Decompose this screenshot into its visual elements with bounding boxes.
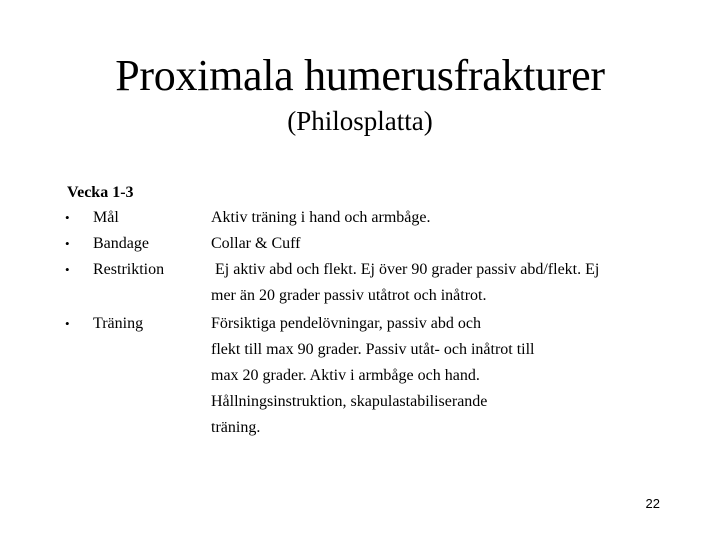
section-heading: Vecka 1-3 [67, 184, 134, 201]
page-number: 22 [645, 496, 660, 511]
list-item-label: Bandage [93, 235, 149, 252]
list-item-description: Försiktiga pendelövningar, passiv abd och flekt till max 90 grader. Passiv utåt- och inåtrot till max 20 grader. Aktiv i armbåge och hand. Hållningsinstruktion, skapulastabiliserande träning. [211, 315, 535, 436]
bullet-icon: • [65, 262, 70, 277]
bullet-icon: • [65, 236, 70, 251]
list-item-label: Träning [93, 315, 144, 332]
list-item-label: Mål [93, 209, 119, 226]
list-item-label: Restriktion [93, 261, 165, 278]
list-item-description: Collar & Cuff [211, 235, 301, 252]
slide-title: Proximala humerusfrakturer [115, 51, 605, 100]
slide-subtitle: (Philosplatta) [287, 106, 433, 136]
bullet-icon: • [65, 316, 70, 331]
list-item-description: Aktiv träning i hand och armbåge. [211, 209, 431, 226]
list-item-description: Ej aktiv abd och flekt. Ej över 90 grader passiv abd/flekt. Ej mer än 20 grader passiv utåtrot och inåtrot. [211, 261, 600, 304]
bullet-icon: • [65, 210, 70, 225]
